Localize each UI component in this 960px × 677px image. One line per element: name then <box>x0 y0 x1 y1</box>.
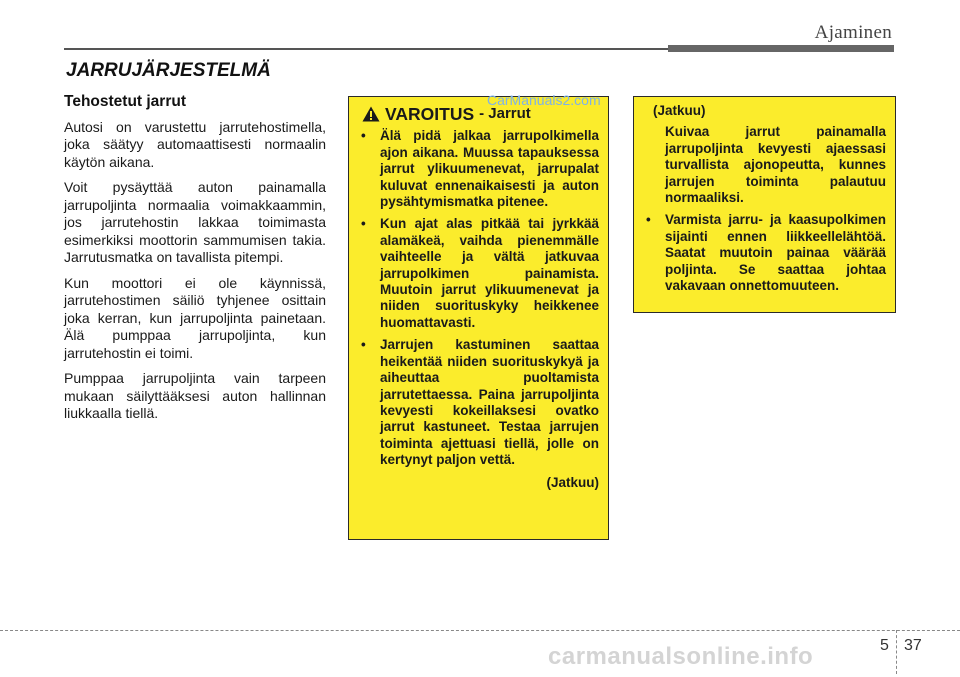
list-item: • Varmista jarru- ja kaasupolkimen sijainti ennen liikkeellelähtöä. Saatat muutoin painaa väärää poljinta. Se saattaa johtaa vakavaan onnettomuuteen. <box>646 212 886 294</box>
continued-paragraph: Kuivaa jarrut painamalla jarrupoljinta kevyesti ajaessasi turvallista ajonopeutta, kunnes jarrujen toiminta palautuu normaaliksi. <box>665 124 886 206</box>
warning-title <box>362 106 599 122</box>
footer-divider <box>896 630 897 674</box>
warning-title-main: VAROITUS <box>385 104 475 124</box>
continued-list <box>643 212 886 294</box>
chapter-number: 5 <box>880 637 889 654</box>
section-title: JARRUJÄRJESTELMÄ <box>66 60 271 81</box>
chapter-title: Ajaminen <box>814 22 892 43</box>
list-item: • Älä pidä jalkaa jarrupolkimella ajon aikana. Muussa tapauksessa jarrut ylikuumenevat, jarrupalat kuluvat ennenaikaisesti ja auton pysähtymismatka pitenee. <box>361 128 599 210</box>
watermark-bottom: carmanualsonline.info <box>548 643 814 670</box>
list-item: • Kun ajat alas pitkää tai jyrkkää alamäkeä, vaihda pienemmälle vaihteelle ja vältä jatkuvaa jarrupolkimen painamista. Muutoin jarrut ylikuumenevat ja niiden suorituskyky heikkenee huomattavasti. <box>361 216 599 330</box>
header-rule-accent <box>668 45 894 52</box>
paragraph: Autosi on varustettu jarrutehostimella, joka säätyy automaattisesti normaalin käytön aikana. <box>64 118 326 170</box>
warning-title-sub: - Jarrut <box>479 105 531 122</box>
left-column <box>64 93 326 431</box>
paragraph: Voit pysäyttää auton painamalla jarrupoljinta normaalia voimakkaammin, jos jarrutehostin lakkaa toimimasta esimerkiksi moottorin sammumisen takia. Jarrutusmatka on tavallista pitempi. <box>64 179 326 265</box>
warning-triangle-icon <box>362 106 380 122</box>
continued-heading: (Jatkuu) <box>653 103 706 118</box>
sub-heading: Tehostetut jarrut <box>64 93 186 110</box>
watermark-top: CarManuals2.com <box>487 92 601 108</box>
continued-label: (Jatkuu) <box>546 474 599 490</box>
continued-box <box>633 96 896 313</box>
paragraph: Pumppaa jarrupoljinta vain tarpeen mukaan säilyttääksesi auton hallinnan liukkaalla tiellä. <box>64 370 326 421</box>
warning-box <box>348 96 609 540</box>
warning-list <box>358 128 599 468</box>
footer-rule <box>0 630 960 631</box>
page-number: 37 <box>904 637 922 654</box>
list-item: • Jarrujen kastuminen saattaa heikentää niiden suorituskykyä ja aiheuttaa puoltamista jarrutettaessa. Paina jarrupoljinta kevyesti kokeillaksesi ovatko jarrut kastuneet. Testaa jarrujen toiminta ajettuasi tiellä, jolle on kertynyt paljon vettä. <box>361 337 599 468</box>
paragraph: Kun moottori ei ole käynnissä, jarrutehostimen säiliö tyhjenee osittain joka kerran, kun jarrupoljinta painetaan. Älä pumppaa jarrupoljinta, kun jarrutehostin ei toimi. <box>64 274 326 361</box>
